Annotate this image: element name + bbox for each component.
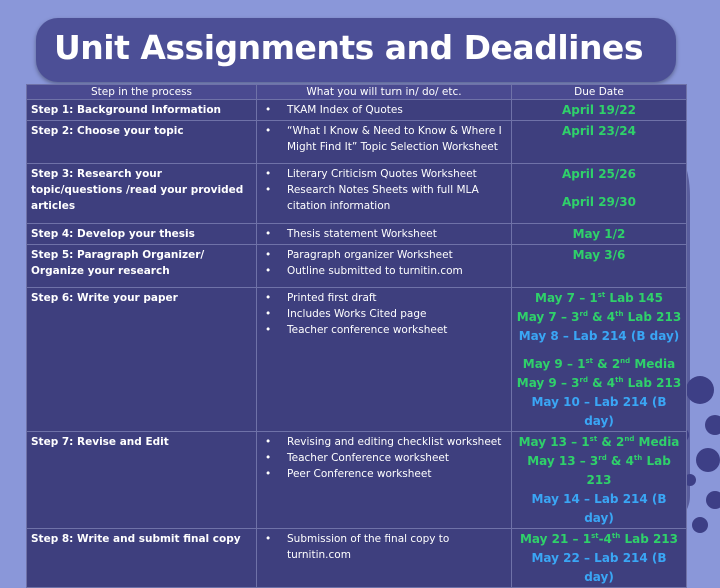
deliverable-text: Printed first draft	[287, 292, 377, 304]
list-item	[265, 182, 507, 214]
list-item	[265, 263, 507, 279]
due-date: May 7 – 3rd & 4th Lab 213	[516, 310, 682, 324]
list-item	[265, 531, 507, 563]
list-item	[265, 322, 507, 338]
due-date: May 3/6	[572, 248, 626, 262]
deliverables-list	[265, 123, 507, 155]
table-row	[27, 432, 687, 529]
deliverables-list	[265, 247, 507, 279]
title-banner	[36, 18, 676, 82]
step-cell: Step 1: Background Information	[27, 100, 257, 121]
deliverable-text: Outline submitted to turnitin.com	[287, 265, 463, 277]
bullet-icon: •	[265, 436, 272, 448]
table-row	[27, 100, 687, 121]
deliverables-cell	[257, 288, 512, 432]
deliverable-text: Literary Criticism Quotes Worksheet	[287, 168, 477, 180]
table-row	[27, 529, 687, 588]
deliverables-cell	[257, 224, 512, 245]
spacer	[516, 346, 682, 355]
deliverables-list	[265, 226, 507, 242]
step-cell: Step 2: Choose your topic	[27, 121, 257, 164]
due-date: May 1/2	[572, 227, 626, 241]
due-date: May 14 – Lab 214 (B day)	[531, 492, 667, 525]
deliverables-cell	[257, 432, 512, 529]
list-item	[265, 226, 507, 242]
deliverables-list	[265, 434, 507, 482]
due-date-cell	[512, 288, 687, 432]
list-item	[265, 306, 507, 322]
due-date-cell	[512, 245, 687, 288]
step-cell: Step 4: Develop your thesis	[27, 224, 257, 245]
step-cell: Step 3: Research your topic/questions /read your provided articles	[27, 164, 257, 224]
due-date-cell	[512, 100, 687, 121]
deliverables-list	[265, 102, 507, 118]
deliverables-cell	[257, 529, 512, 588]
bullet-icon: •	[265, 324, 272, 336]
list-item	[265, 450, 507, 466]
step-cell: Step 8: Write and submit final copy	[27, 529, 257, 588]
due-date: May 13 – 3rd & 4th Lab 213	[527, 454, 671, 487]
bullet-icon: •	[265, 265, 272, 277]
due-date: May 7 – 1st Lab 145	[535, 291, 663, 305]
deliverable-text: Revising and editing checklist worksheet	[287, 436, 502, 448]
table-row	[27, 224, 687, 245]
table-row	[27, 288, 687, 432]
list-item	[265, 102, 507, 118]
deliverables-list	[265, 290, 507, 338]
due-date: May 22 – Lab 214 (B day)	[531, 551, 667, 584]
header-step: Step in the process	[27, 85, 257, 100]
table-body	[27, 100, 687, 588]
bullet-icon: •	[265, 228, 272, 240]
deliverable-text: Thesis statement Worksheet	[287, 228, 437, 240]
deliverables-cell	[257, 121, 512, 164]
table-row	[27, 121, 687, 164]
due-date: April 19/22	[562, 103, 636, 117]
due-date: May 8 – Lab 214 (B day)	[518, 329, 680, 343]
due-date: May 21 – 1st-4th Lab 213	[519, 532, 679, 546]
deliverables-list	[265, 531, 507, 563]
bullet-icon: •	[265, 184, 272, 196]
table-row	[27, 245, 687, 288]
bullet-icon: •	[265, 249, 272, 261]
due-date-cell	[512, 529, 687, 588]
due-date-cell	[512, 432, 687, 529]
bullet-icon: •	[265, 168, 272, 180]
list-item	[265, 166, 507, 182]
due-date-cell	[512, 121, 687, 164]
bullet-icon: •	[265, 468, 272, 480]
deliverables-cell	[257, 164, 512, 224]
deliverable-text: Peer Conference worksheet	[287, 468, 432, 480]
due-date: April 23/24	[562, 124, 636, 138]
due-date: May 13 – 1st & 2nd Media	[518, 435, 680, 449]
assignments-table	[26, 84, 687, 588]
table-header-row	[27, 85, 687, 100]
step-cell: Step 6: Write your paper	[27, 288, 257, 432]
due-date-cell	[512, 164, 687, 224]
due-date: April 25/26	[562, 167, 636, 181]
deliverables-list	[265, 166, 507, 214]
step-cell: Step 7: Revise and Edit	[27, 432, 257, 529]
deliverable-text: TKAM Index of Quotes	[287, 104, 403, 116]
deliverable-text: “What I Know & Need to Know & Where I Might Find It” Topic Selection Worksheet	[287, 125, 502, 153]
list-item	[265, 466, 507, 482]
table-row	[27, 164, 687, 224]
due-date: May 9 – 1st & 2nd Media	[522, 357, 676, 371]
spacer	[516, 184, 682, 193]
bullet-icon: •	[265, 292, 272, 304]
due-date: April 29/30	[562, 195, 636, 209]
due-date-cell	[512, 224, 687, 245]
deliverable-text: Paragraph organizer Worksheet	[287, 249, 453, 261]
deliverable-text: Research Notes Sheets with full MLA citation information	[287, 184, 479, 212]
deliverables-cell	[257, 100, 512, 121]
list-item	[265, 290, 507, 306]
list-item	[265, 247, 507, 263]
deliverable-text: Submission of the final copy to turnitin.com	[287, 533, 450, 561]
bullet-icon: •	[265, 533, 272, 545]
list-item	[265, 123, 507, 155]
deliverables-cell	[257, 245, 512, 288]
due-date: May 9 – 3rd & 4th Lab 213	[516, 376, 682, 390]
list-item	[265, 434, 507, 450]
step-cell: Step 5: Paragraph Organizer/ Organize your research	[27, 245, 257, 288]
header-what: What you will turn in/ do/ etc.	[257, 85, 512, 100]
bullet-icon: •	[265, 308, 272, 320]
bullet-icon: •	[265, 452, 272, 464]
deliverable-text: Teacher conference worksheet	[287, 324, 448, 336]
deliverable-text: Includes Works Cited page	[287, 308, 427, 320]
bullet-icon: •	[265, 125, 272, 137]
bullet-icon: •	[265, 104, 272, 116]
due-date: May 10 – Lab 214 (B day)	[531, 395, 667, 428]
header-due: Due Date	[512, 85, 687, 100]
deliverable-text: Teacher Conference worksheet	[287, 452, 449, 464]
page-title: Unit Assignments and Deadlines	[54, 28, 643, 67]
